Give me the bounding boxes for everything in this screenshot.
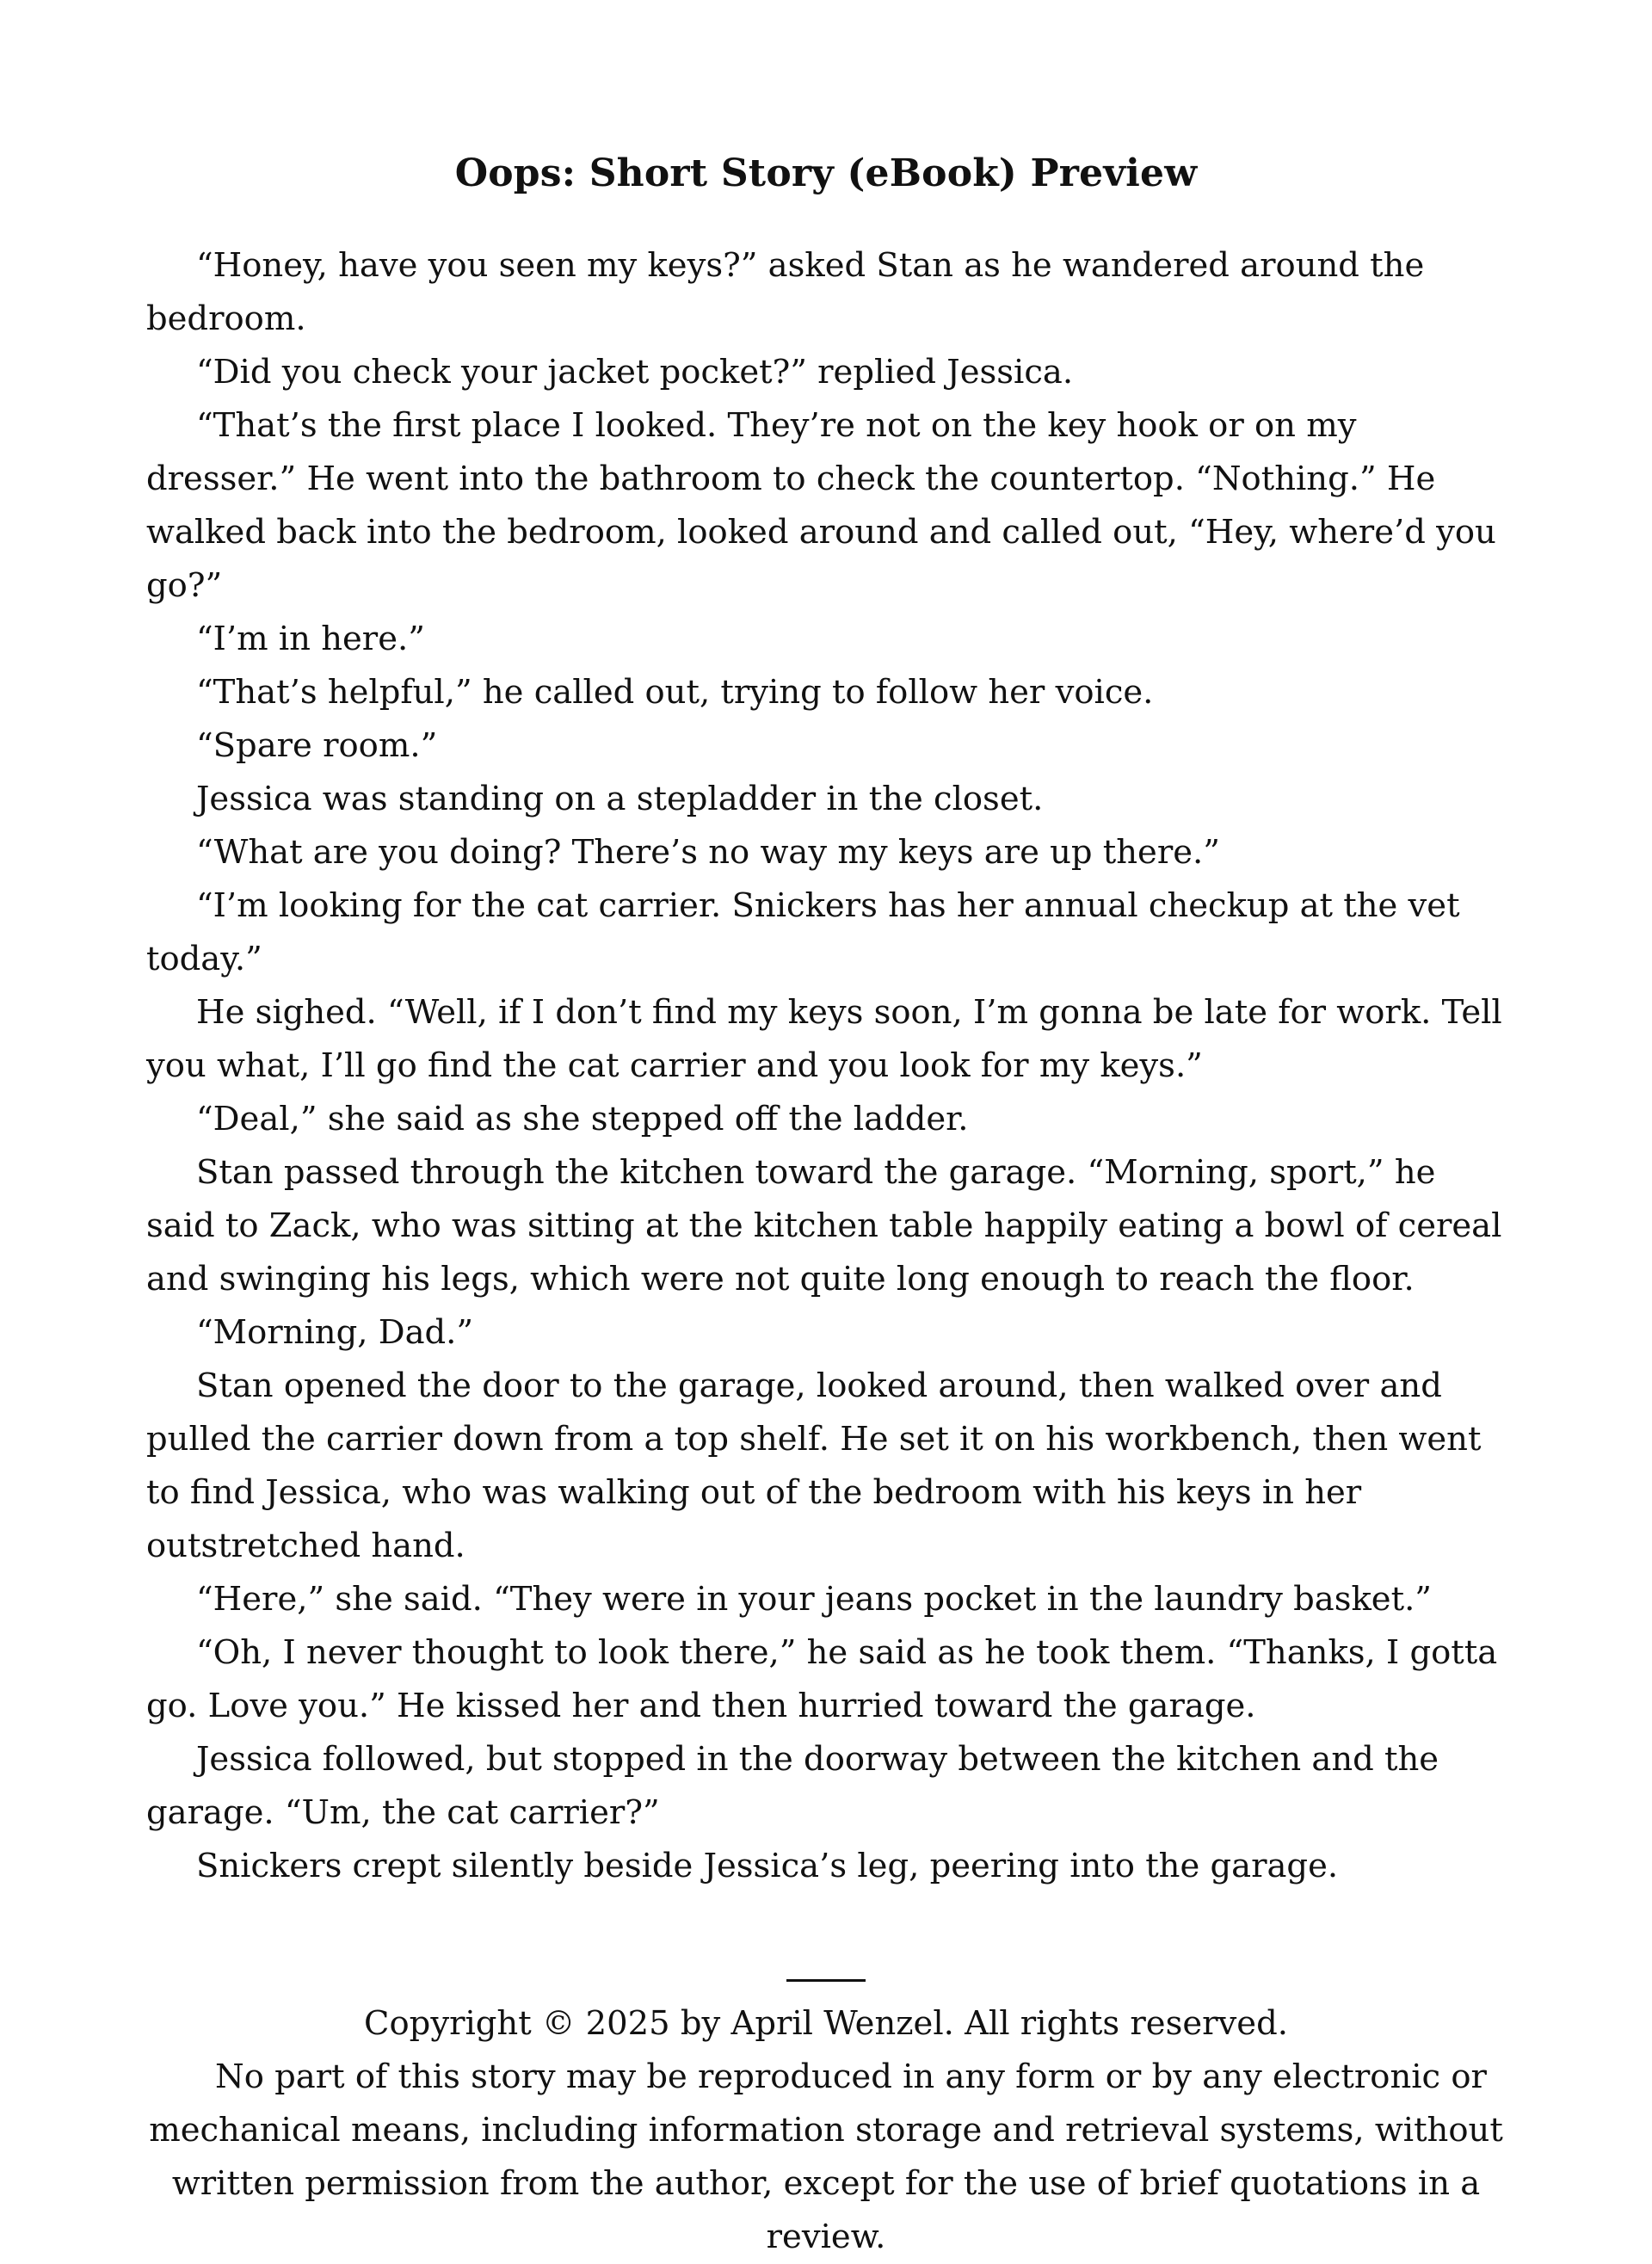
document-title: Oops: Short Story (eBook) Preview [454,151,1198,195]
story-paragraph: Jessica followed, but stopped in the doorway between the kitchen and the garage. “Um, the cat carrier?” [146,1740,1439,1832]
story-paragraph: Snickers crept silently beside Jessica’s leg, peering into the garage. [196,1847,1339,1885]
story-paragraph: He sighed. “Well, if I don’t find my keys soon, I’m gonna be late for work. Tell you what, I’ll go find the cat carrier and you look for my keys.” [146,993,1502,1085]
story-paragraph: “That’s the first place I looked. They’re not on the key hook or on my dresser.” He went into the bathroom to check the countertop. “Nothing.” He walked back into the bedroom, looked around and called out, “Hey, where’d you go?” [146,406,1496,605]
story-paragraph: “Did you check your jacket pocket?” replied Jessica. [196,353,1074,392]
document-page [146,146,1506,2264]
copyright-block [146,1997,1506,2264]
story-paragraph: Stan passed through the kitchen toward the garage. “Morning, sport,” he said to Zack, who was sitting at the kitchen table happily eating a bowl of cereal and swinging his legs, which were not quite long enough to reach the floor. [146,1153,1502,1299]
story-paragraph: “Here,” she said. “They were in your jeans pocket in the laundry basket.” [196,1580,1432,1619]
story-paragraph: “Honey, have you seen my keys?” asked Stan as he wandered around the bedroom. [146,246,1425,338]
story-body [146,239,1506,1893]
section-divider [786,1979,866,1982]
story-paragraph: Jessica was standing on a stepladder in the closet. [196,780,1044,818]
story-paragraph: “I’m in here.” [196,620,425,658]
story-paragraph: Stan opened the door to the garage, looked around, then walked over and pulled the carrier down from a top shelf. He set it on his workbench, then went to find Jessica, who was walking out of the bedroom with his keys in her outstretched hand. [146,1366,1482,1565]
copyright-line: Copyright © 2025 by April Wenzel. All rights reserved. [364,2004,1288,2043]
story-paragraph: “That’s helpful,” he called out, trying to follow her voice. [196,673,1154,712]
story-paragraph: “What are you doing? There’s no way my keys are up there.” [196,833,1220,872]
rights-notice: No part of this story may be reproduced in any form or by any electronic or mechanical means, including information storage and retrieval systems, without written permission from the author, except for the use of brief quotations in a review. [149,2057,1503,2256]
story-paragraph: “Deal,” she said as she stepped off the ladder. [196,1100,969,1138]
story-paragraph: “I’m looking for the cat carrier. Snickers has her annual checkup at the vet today.” [146,886,1460,978]
story-paragraph: “Morning, Dad.” [196,1313,474,1352]
story-paragraph: “Oh, I never thought to look there,” he said as he took them. “Thanks, I gotta go. Love you.” He kissed her and then hurried toward the garage. [146,1633,1498,1725]
story-paragraph: “Spare room.” [196,726,438,765]
